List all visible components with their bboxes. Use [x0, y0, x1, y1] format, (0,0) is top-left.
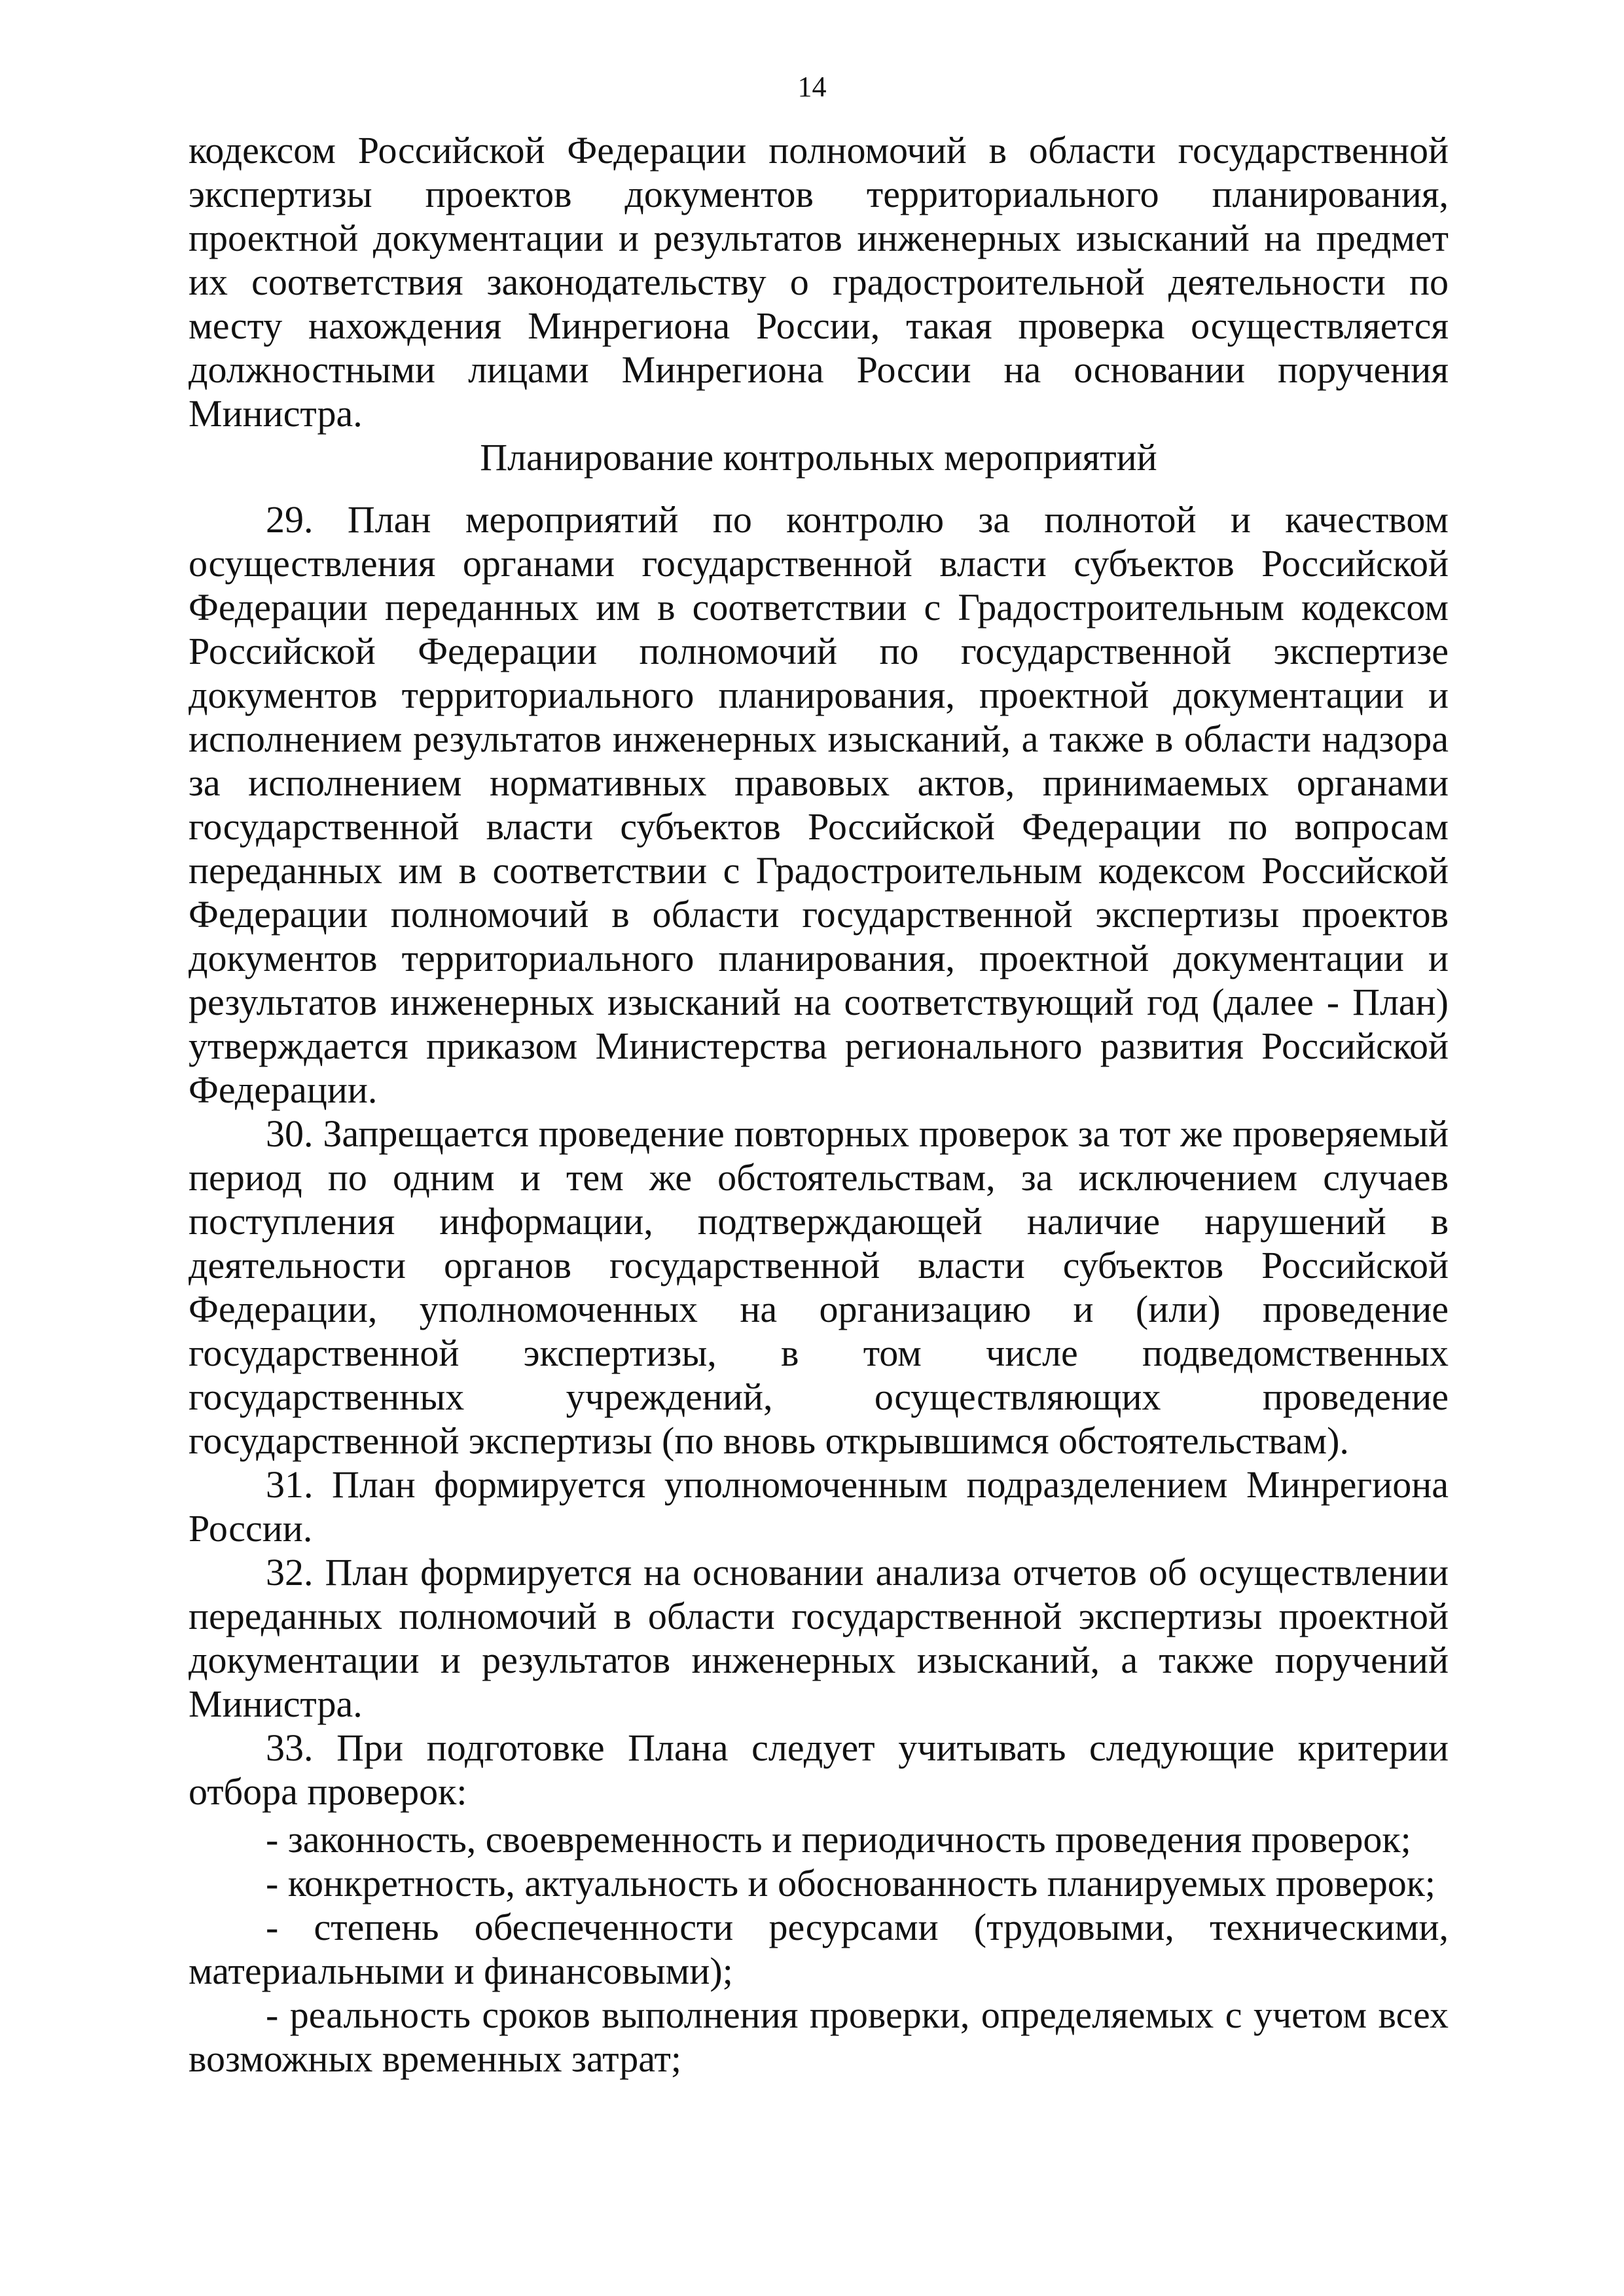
paragraph-29: 29. План мероприятий по контролю за полнотой и качеством осуществления органами государственной власти субъектов Российской Федерации переданных им в соответствии с Градостроительным кодексом Российской Федерации полномочий по государственной экспертизе документов территориального планирования, проектной документации и исполнением результатов инженерных изысканий, а также в области надзора за исполнением нормативных правовых актов, принимаемых органами государственной власти субъектов Российской Федерации по вопросам переданных им в соответствии с Градостроительным кодексом Российской Федерации полномочий в области государственной экспертизы проектов документов территориального планирования, проектной документации и результатов инженерных изысканий на соответствующий год (далее - План) утверждается приказом Министерства регионального развития Российской Федерации. [189, 498, 1449, 1111]
paragraph-intro: кодексом Российской Федерации полномочий в области государственной экспертизы проектов документов территориального планирования, проектной документации и результатов инженерных изысканий на предмет их соответствия законодательству о градостроительной деятельности по месту нахождения Минрегиона России, такая проверка осуществляется должностными лицами Минрегиона России на основании поручения Министра. [189, 129, 1449, 435]
section-heading: Планирование контрольных мероприятий [480, 436, 1157, 479]
criteria-list [189, 1817, 1449, 2081]
criteria-item: - законность, своевременность и периодичность проведения проверок; [266, 1818, 1411, 1861]
paragraph-32: 32. План формируется на основании анализа отчетов об осуществлении переданных полномочий в области государственной экспертизы проектной документации и результатов инженерных изысканий, а также поручений Министра. [189, 1551, 1449, 1725]
criteria-item: - реальность сроков выполнения проверки, определяемых с учетом всех возможных временных затрат; [189, 1994, 1449, 2080]
page-number: 14 [797, 71, 827, 103]
criteria-item: - степень обеспеченности ресурсами (трудовыми, техническими, материальными и финансовыми); [189, 1906, 1449, 1992]
paragraph-30: 30. Запрещается проведение повторных проверок за тот же проверяемый период по одним и тем же обстоятельствам, за исключением случаев поступления информации, подтверждающей наличие нарушений в деятельности органов государственной власти субъектов Российской Федерации, уполномоченных на организацию и (или) проведение государственной экспертизы, в том числе подведомственных государственных учреждений, осуществляющих проведение государственной экспертизы (по вновь открывшимся обстоятельствам). [189, 1112, 1449, 1462]
paragraph-31: 31. План формируется уполномоченным подразделением Минрегиона России. [189, 1463, 1449, 1550]
document-body [189, 128, 1449, 2081]
criteria-item: - конкретность, актуальность и обоснованность планируемых проверок; [266, 1862, 1436, 1904]
paragraph-33: 33. При подготовке Плана следует учитывать следующие критерии отбора проверок: [189, 1726, 1449, 1813]
